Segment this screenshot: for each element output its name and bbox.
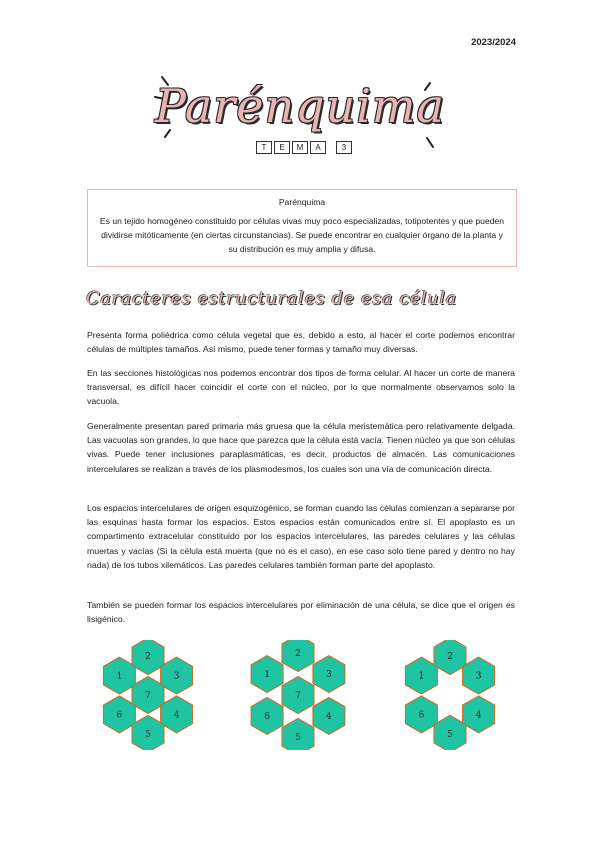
definition-box bbox=[87, 189, 517, 267]
title-banner bbox=[150, 75, 450, 165]
tema-letter: M bbox=[292, 141, 308, 154]
cell-number: 3 bbox=[173, 671, 180, 682]
paragraph: Presenta forma poliédrica como célula vegetal que es, debido a esto, al hacer el corte podemos encontrar células de múltiples tamaños. Así mismo, puede tener formas y tamaño muy diversas. bbox=[87, 330, 515, 355]
cell-number: 4 bbox=[173, 710, 180, 721]
cell-number: 7 bbox=[145, 691, 151, 701]
cell-number: 3 bbox=[326, 670, 332, 681]
cell-number: 3 bbox=[475, 671, 482, 682]
cell-number: 1 bbox=[264, 670, 270, 681]
cell-number: 1 bbox=[418, 671, 425, 682]
tema-letter bbox=[328, 141, 334, 152]
paragraph: Los espacios intercelulares de origen esquizogénico, se forman cuando las células comienzan a separarse por las esquinas hasta formar los espacios. Estos espacios están comunicados entre sí. El apoplasto es un compartimento extracelular constituido por los espacios intercelulares, las paredes celulares y las células muertas y vacías (Si la célula está muerta (que no es el caso), en ese caso solo tiene pared y dentro no hay nada) de los tubos xilemáticos. Las paredes celulares también forman parte del apoplasto. bbox=[87, 503, 515, 570]
paragraph: También se pueden formar los espacios intercelulares por eliminación de una célula, se dice que el origen es lisigénico. bbox=[87, 600, 515, 625]
year-label: 2023/2024 bbox=[471, 37, 516, 48]
cell-number: 6 bbox=[116, 710, 123, 721]
page-title: Parénquima bbox=[155, 79, 445, 133]
cell-number: 2 bbox=[295, 649, 301, 660]
paragraph: Generalmente presentan pared primaria más gruesa que la célula meristemática pero relativamente delgada. Las vacuolas son grandes, lo que hace que parezca que la célula está vacía. Tienen núcleo ya que son células vivas. Puede tener inclusiones paraplasmáticas, es decir, productos de almacén. Las comunicaciones intercelulares se realizan a través de los plasmodesmos, los cuales son una vía de comunicación directa. bbox=[87, 421, 515, 474]
cell-number: 1 bbox=[116, 671, 123, 682]
cell-number: 6 bbox=[418, 710, 425, 721]
cells-diagram-schizogenous bbox=[236, 640, 366, 750]
section-heading: Caracteres estructurales de esa célula bbox=[86, 288, 457, 309]
tema-letter: 3 bbox=[336, 141, 352, 154]
tema-label bbox=[256, 141, 352, 154]
paragraph: En las secciones histológicas nos podemos encontrar dos tipos de forma celular. Al hacer un corte de manera transversal, es difícil hacer coincidir el corte con el núcleo, por lo que normalmente observamos solo la vacuola. bbox=[87, 368, 515, 407]
definition-heading: Parénquima bbox=[278, 197, 326, 207]
cell-number: 2 bbox=[145, 652, 151, 663]
definition-text: Es un tejido homogéneo constituido por células vivas muy poco especializadas, totipotentes y que pueden dividirse mitóticamente (en ciertas circunstancias). Se puede encontrar en cualquier órgano de la planta y su distribución es muy amplia y difusa. bbox=[99, 216, 505, 254]
cell-number: 5 bbox=[295, 732, 301, 743]
cells-diagram-compact bbox=[86, 640, 216, 750]
cell-number: 4 bbox=[475, 710, 482, 721]
cell-number: 5 bbox=[145, 729, 151, 740]
cell-number: 6 bbox=[264, 711, 270, 722]
tema-letter: E bbox=[274, 141, 290, 154]
cell-number: 4 bbox=[326, 711, 332, 722]
cell-number: 5 bbox=[447, 729, 453, 740]
cells-diagram-lysigenous bbox=[388, 640, 518, 750]
tema-letter: A bbox=[310, 141, 326, 154]
cell-number: 2 bbox=[447, 652, 453, 663]
cell-number: 7 bbox=[295, 691, 301, 701]
tema-letter: T bbox=[256, 141, 272, 154]
